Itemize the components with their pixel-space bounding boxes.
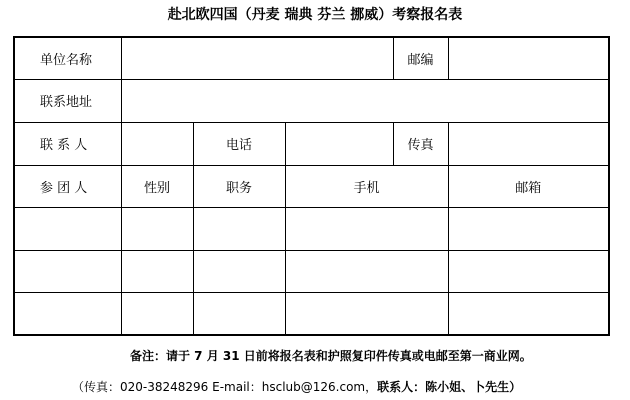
fax-email-info: （传真：020-38248296 E-mail：hsclub@126.com， (72, 380, 378, 394)
registration-form-table (13, 36, 610, 336)
phone-label: 电话 (193, 122, 285, 165)
address-label: 联系地址 (14, 79, 121, 122)
contact-people: 联系人：陈小姐、卜先生） (377, 380, 522, 394)
member-email-cell[interactable] (448, 250, 609, 292)
member-mobile-cell[interactable] (285, 292, 448, 335)
contact-label: 联 系 人 (14, 122, 121, 165)
postcode-field[interactable] (448, 37, 609, 79)
member-gender-cell[interactable] (121, 292, 193, 335)
member-name-cell[interactable] (14, 292, 121, 335)
unit-name-field[interactable] (121, 37, 393, 79)
gender-header: 性别 (121, 165, 193, 207)
address-field[interactable] (121, 79, 609, 122)
row-contact (14, 122, 609, 165)
phone-field[interactable] (285, 122, 393, 165)
postcode-label: 邮编 (393, 37, 448, 79)
row-unit-name (14, 37, 609, 79)
member-gender-cell[interactable] (121, 207, 193, 250)
member-position-cell[interactable] (193, 250, 285, 292)
row-address (14, 79, 609, 122)
member-email-cell[interactable] (448, 207, 609, 250)
member-gender-cell[interactable] (121, 250, 193, 292)
email-header: 邮箱 (448, 165, 609, 207)
mobile-header: 手机 (285, 165, 448, 207)
unit-name-label: 单位名称 (14, 37, 121, 79)
contact-field[interactable] (121, 122, 193, 165)
fax-field[interactable] (448, 122, 609, 165)
member-mobile-cell[interactable] (285, 207, 448, 250)
member-mobile-cell[interactable] (285, 250, 448, 292)
remark-note: 备注：请于 7 月 31 日前将报名表和护照复印件传真或电邮至第一商业网。 (130, 349, 532, 363)
member-name-cell[interactable] (14, 250, 121, 292)
member-header: 参 团 人 (14, 165, 121, 207)
member-row-1 (14, 207, 609, 250)
member-email-cell[interactable] (448, 292, 609, 335)
member-row-2 (14, 250, 609, 292)
position-header: 职务 (193, 165, 285, 207)
member-name-cell[interactable] (14, 207, 121, 250)
member-position-cell[interactable] (193, 292, 285, 335)
row-member-headers (14, 165, 609, 207)
fax-label: 传真 (393, 122, 448, 165)
contact-info (72, 379, 521, 395)
form-title: 赴北欧四国（丹麦 瑞典 芬兰 挪威）考察报名表 (167, 7, 463, 23)
member-position-cell[interactable] (193, 207, 285, 250)
member-row-3 (14, 292, 609, 335)
